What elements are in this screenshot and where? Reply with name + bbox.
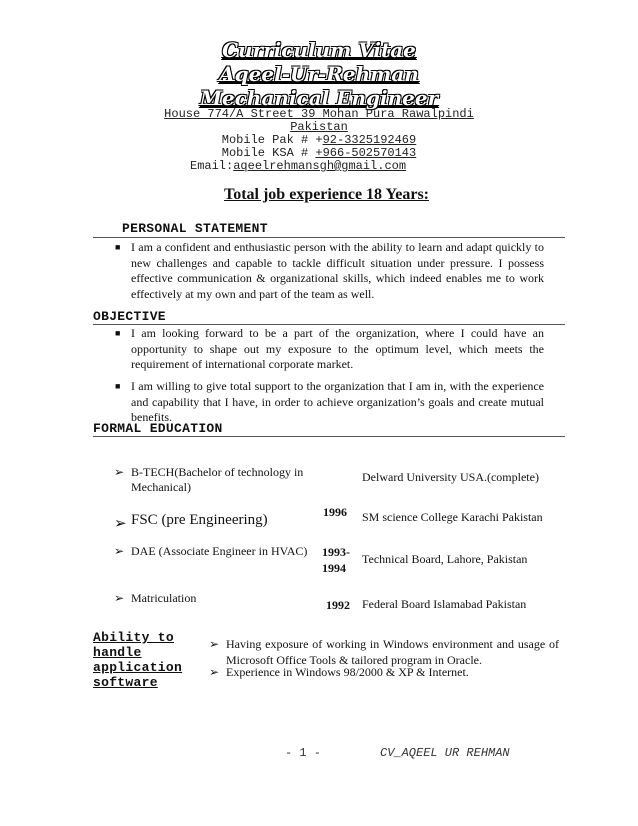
software-heading-line: software [93,675,158,690]
square-bullet-icon: ■ [115,381,121,391]
arrow-bullet-icon: ➢ [209,637,220,651]
profession: Mechanical Engineer [199,86,439,110]
education-institute: Technical Board, Lahore, Pakistan [362,552,528,566]
education-degree: DAE (Associate Engineer in HVAC) [131,544,308,558]
software-heading-line: application [93,660,183,675]
mobile-ksa-number[interactable]: +966-502570143 [315,146,417,160]
experience-heading: Total job experience 18 Years: [224,186,429,203]
software-heading-line: Ability to [93,630,175,645]
personal-statement-text: I am a confident and enthusiastic person with the ability to learn and adapt quickly to new challenges and capable to tackle difficult situation under pressure. I possess effective communication & organizational skills, which indeed enables me to work effectively at my own and part of the team as well. [131,240,544,301]
objective-item: I am looking forward to be a part of the organization, where I could have an opportunity to shape out my exposure to the optimum level, which meets the requirement of international corporate market. [131,326,544,371]
mobile-pak-label: Mobile Pak # + [221,133,323,147]
section-divider [93,237,565,238]
software-heading-line: handle [93,645,142,660]
objective-item: I am willing to give total support to the organization that I am in, with the experience and capability that I have, in order to achieve organization’s goals and create mutual benefits. [131,379,544,424]
square-bullet-icon: ■ [115,242,121,252]
arrow-bullet-icon: ➢ [114,465,125,479]
section-divider [93,436,565,437]
mobile-pak-number[interactable]: 92-3325192469 [322,133,417,147]
education-degree: Matriculation [131,591,197,605]
education-year: 1993-1994 [322,545,350,575]
arrow-bullet-icon: ➢ [114,544,125,558]
education-degree: FSC (pre Engineering) [131,512,268,528]
education-institute: Delward University USA.(complete) [362,470,539,484]
footer-doc-name: CV_AQEEL UR REHMAN [380,746,510,760]
square-bullet-icon: ■ [115,328,121,338]
arrow-bullet-icon: ➢ [114,516,127,532]
education-year: 1992 [326,598,350,612]
software-item: Having exposure of working in Windows environment and usage of Microsoft Office Tools & tailored program in Oracle. [226,637,559,667]
software-heading [93,630,182,690]
software-item: Experience in Windows 98/2000 & XP & Internet. [226,665,469,679]
address-line-2: Pakistan [290,120,348,134]
candidate-name: Aqeel-Ur-Rehman [219,62,419,86]
personal-statement-heading: PERSONAL STATEMENT [122,221,268,236]
arrow-bullet-icon: ➢ [114,591,125,605]
address-line-1: House 774/A Street 39 Mohan Pura Rawalpindi [164,107,474,121]
email-label: Email: [190,159,234,173]
mobile-ksa-label: Mobile KSA # [221,146,316,160]
education-degree: B-TECH(Bachelor of technology in Mechanical) [131,465,304,494]
education-year: 1996 [323,505,347,519]
objective-heading: OBJECTIVE [93,309,166,324]
section-divider [93,324,565,325]
email-link[interactable]: aqeelrehmansgh@gmail.com [233,159,407,173]
education-heading: FORMAL EDUCATION [93,421,223,436]
arrow-bullet-icon: ➢ [209,665,220,679]
education-institute: SM science College Karachi Pakistan [362,510,543,524]
page-number: - 1 - [285,746,322,760]
email-line [190,160,406,173]
education-institute: Federal Board Islamabad Pakistan [362,597,527,611]
cv-title: Curriculum Vitae [222,38,416,62]
